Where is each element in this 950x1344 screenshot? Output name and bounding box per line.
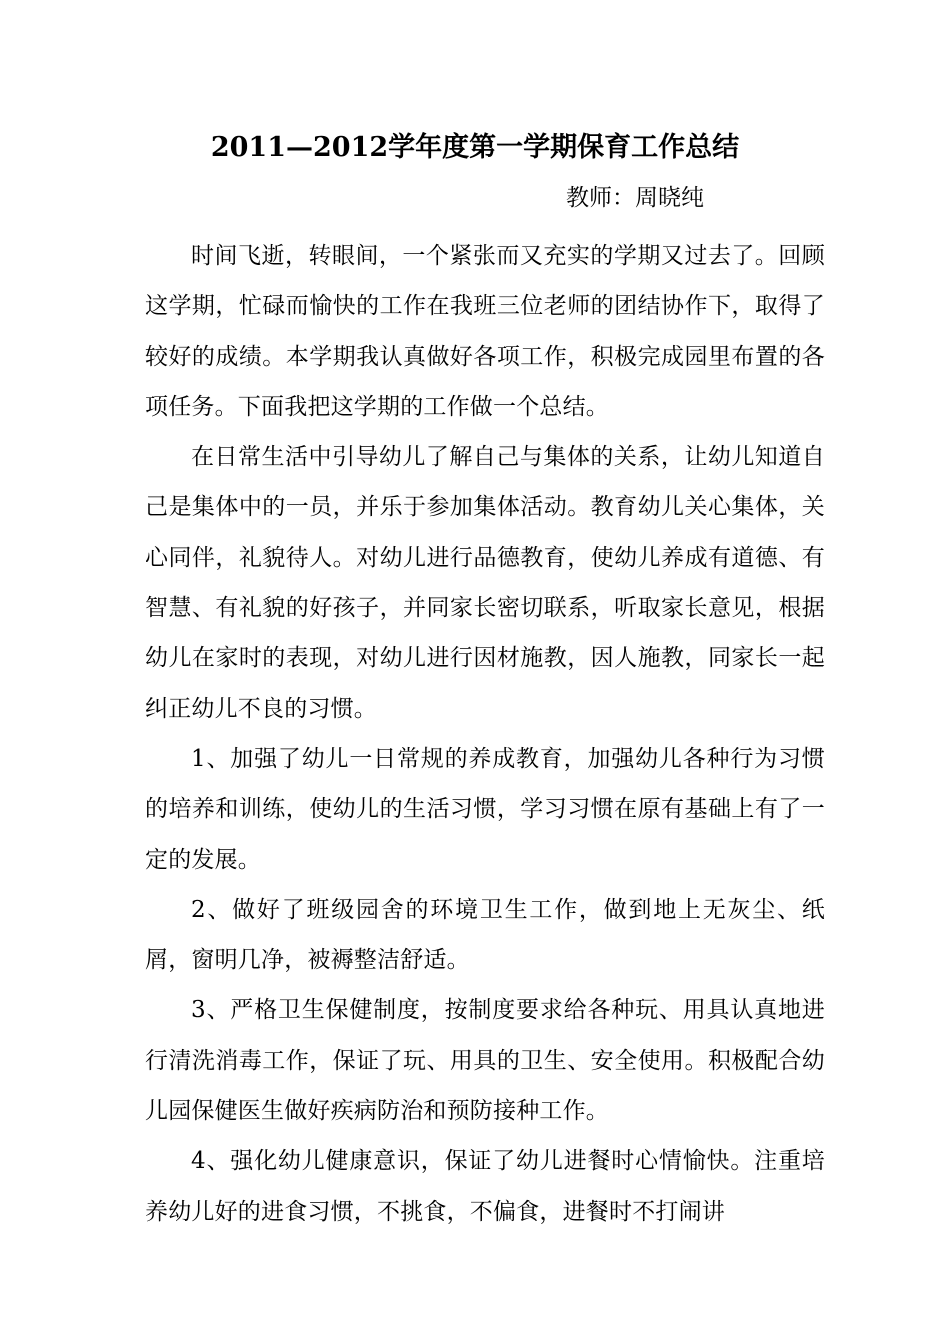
- author-line: 教师：周晓纯: [566, 185, 704, 211]
- paragraph-intro: 时间飞逝，转眼间，一个紧张而又充实的学期又过去了。回顾这学期，忙碌而愉快的工作在我班三位老师的团结协作下，取得了较好的成绩。本学期我认真做好各项工作，积极完成园里布置的各项任务。下面我把这学期的工作做一个总结。: [145, 243, 825, 420]
- document-title: 2011—2012学年度第一学期保育工作总结: [210, 132, 740, 163]
- paragraph-item-2: 2、做好了班级园舍的环境卫生工作，做到地上无灰尘、纸屑，窗明几净，被褥整洁舒适。: [145, 896, 825, 974]
- paragraph-item-3: 3、严格卫生保健制度，按制度要求给各种玩、用具认真地进行清洗消毒工作，保证了玩、用具的卫生、安全使用。积极配合幼儿园保健医生做好疾病防治和预防接种工作。: [145, 997, 825, 1125]
- paragraph-item-4: 4、强化幼儿健康意识，保证了幼儿进餐时心情愉快。注重培养幼儿好的进食习惯，不挑食，不偏食，进餐时不打闹讲: [145, 1148, 825, 1225]
- paragraph-daily-life: 在日常生活中引导幼儿了解自己与集体的关系，让幼儿知道自己是集体中的一员，并乐于参加集体活动。教育幼儿关心集体，关心同伴，礼貌待人。对幼儿进行品德教育，使幼儿养成有道德、有智慧、有礼貌的好孩子，并同家长密切联系，听取家长意见，根据幼儿在家时的表现，对幼儿进行因材施教，因人施教，同家长一起纠正幼儿不良的习惯。: [145, 444, 825, 722]
- paragraph-item-1: 1、加强了幼儿一日常规的养成教育，加强幼儿各种行为习惯的培养和训练，使幼儿的生活习惯，学习习惯在原有基础上有了一定的发展。: [145, 745, 825, 873]
- document-body: [145, 231, 825, 1237]
